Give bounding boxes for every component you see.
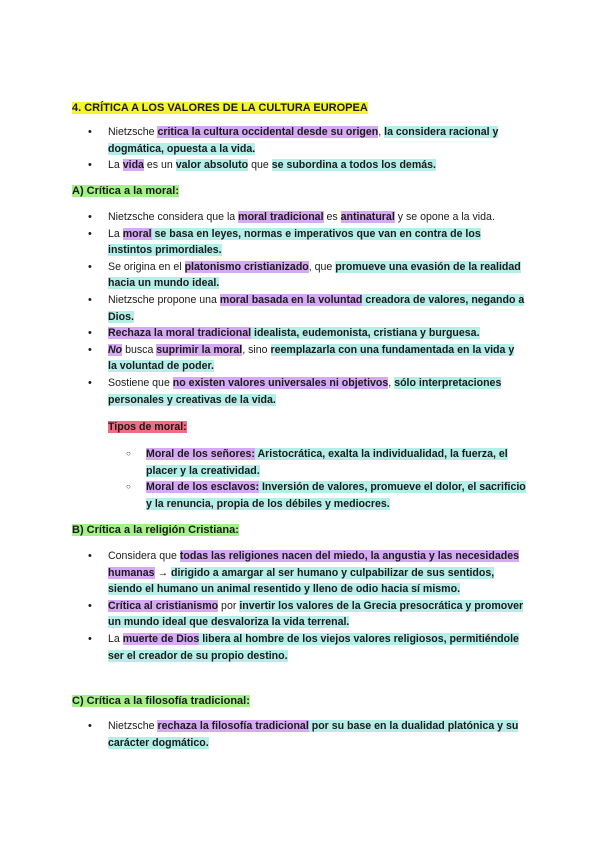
- section-c-heading: [72, 694, 250, 708]
- list-item: [86, 375, 526, 408]
- plain-text: es un: [143, 159, 176, 172]
- highlight-text: sólo interpretaciones personales y creativas de la vida.: [108, 376, 502, 406]
- list-item: [86, 157, 526, 174]
- plain-text: busca: [122, 343, 157, 356]
- plain-text: Considera que: [108, 550, 180, 562]
- list-item: [86, 325, 526, 342]
- highlight-text: promueve una evasión de la realidad hacia un mundo ideal.: [108, 260, 521, 290]
- highlight-text: dirigido a amargar al ser humano y culpabilizar de sus sentidos, siendo el humano un animal resentido y lleno de odio hacia sí mismo.: [108, 566, 495, 596]
- list-item: [86, 631, 526, 664]
- plain-text: por: [218, 599, 240, 612]
- plain-text: Nietzsche propone una: [108, 293, 220, 306]
- highlight-text: antinatural: [340, 211, 395, 223]
- highlight-text: platonismo cristianizado: [184, 260, 309, 273]
- highlight-text: reemplazarla con una fundamentada en la vida y la voluntad de poder.: [108, 343, 515, 373]
- plain-text: que: [248, 159, 272, 172]
- highlight-text: Moral de los esclavos:: [146, 481, 260, 494]
- highlight-text: Inversión de valores, promueve el dolor, el sacrificio y la renuncia, propia de los débiles y mediocres.: [146, 481, 526, 510]
- highlight-text: Moral de los señores:: [146, 448, 255, 460]
- highlight-text: suprimir la moral: [156, 343, 243, 356]
- highlight-text: moral tradicional: [238, 211, 324, 223]
- plain-text: ,: [378, 126, 385, 138]
- list-item: [86, 718, 526, 751]
- plain-text: ,: [388, 376, 395, 389]
- section-title-text: 4. CRÍTICA A LOS VALORES DE LA CULTURA EUROPEA: [72, 102, 368, 114]
- highlight-text: Aristocrática, exalta la individualidad, la fuerza, el placer y la creatividad.: [146, 448, 508, 477]
- highlight-text: moral basada en la voluntad: [219, 293, 363, 306]
- list-item: [86, 548, 526, 598]
- plain-text: Nietzsche: [108, 126, 158, 138]
- types-list: [126, 446, 526, 512]
- list-item: [86, 124, 526, 157]
- highlight-text: No: [108, 343, 123, 356]
- plain-text: , que: [308, 260, 336, 273]
- section-c-list: [86, 718, 526, 751]
- types-subheading: [108, 420, 187, 434]
- highlight-text: Rechaza la moral tradicional: [108, 327, 252, 340]
- plain-text: Sostiene que: [108, 376, 173, 389]
- highlight-text: por su base en la dualidad platónica y su carácter dogmático.: [108, 720, 519, 749]
- highlight-text: invertir los valores de la Grecia presocrática y promover un mundo ideal que desvaloriza la vida terrenal.: [108, 599, 524, 629]
- section-b-heading: [72, 523, 239, 537]
- section-title: [72, 101, 368, 115]
- highlight-text: la considera racional y dogmática, opuesta a la vida.: [108, 126, 499, 155]
- highlight-text: libera al hombre de los viejos valores religiosos, permitiéndole ser el creador de su propio destino.: [108, 632, 519, 662]
- plain-text: La: [108, 159, 123, 172]
- highlight-text: se subordina a todos los demás.: [271, 159, 436, 172]
- plain-text: La: [108, 632, 123, 645]
- section-a-heading: [72, 184, 179, 198]
- highlight-text: se basa en leyes, normas e imperativos que van en contra de los instintos primordiales.: [108, 227, 481, 257]
- types-subheading-text: Tipos de moral:: [108, 421, 187, 433]
- highlight-text: critica la cultura occidental desde su origen: [157, 126, 379, 138]
- section-a-heading-text: A) Crítica a la moral:: [72, 185, 179, 197]
- list-item: [86, 292, 526, 325]
- plain-text: es: [323, 211, 341, 223]
- highlight-text: creadora de valores, negando a Dios.: [108, 293, 525, 323]
- list-item: [86, 209, 526, 226]
- section-b-heading-text: B) Crítica a la religión Cristiana:: [72, 524, 239, 536]
- list-item: [86, 342, 526, 375]
- plain-text: Nietzsche considera que la: [108, 211, 239, 223]
- highlight-text: valor absoluto: [175, 159, 249, 172]
- intro-list: [86, 124, 526, 174]
- list-item: [86, 598, 526, 631]
- highlight-text: rechaza la filosofía tradicional: [157, 720, 309, 732]
- highlight-text: idealista, eudemonista, cristiana y burguesa.: [251, 327, 480, 340]
- plain-text: Nietzsche: [108, 720, 158, 732]
- highlight-text: Crítica al cristianismo: [108, 599, 219, 612]
- list-item: [126, 479, 526, 512]
- section-a-list: [86, 209, 526, 408]
- list-item: [126, 446, 526, 479]
- plain-text: La: [108, 227, 123, 240]
- list-item: [86, 226, 526, 259]
- highlight-text: vida: [122, 159, 144, 172]
- highlight-text: todas las religiones nacen del miedo, la angustia y las necesidades humanas: [108, 550, 519, 579]
- highlight-text: no existen valores universales ni objetivos: [172, 376, 389, 389]
- section-b-list: [86, 548, 526, 664]
- list-item: [86, 259, 526, 292]
- highlight-text: moral: [122, 227, 152, 240]
- plain-text: →: [154, 566, 171, 579]
- plain-text: y se opone a la vida.: [394, 211, 495, 223]
- plain-text: Se origina en el: [108, 260, 185, 273]
- highlight-text: muerte de Dios: [122, 632, 200, 645]
- plain-text: , sino: [242, 343, 271, 356]
- section-c-heading-text: C) Crítica a la filosofía tradicional:: [72, 695, 250, 707]
